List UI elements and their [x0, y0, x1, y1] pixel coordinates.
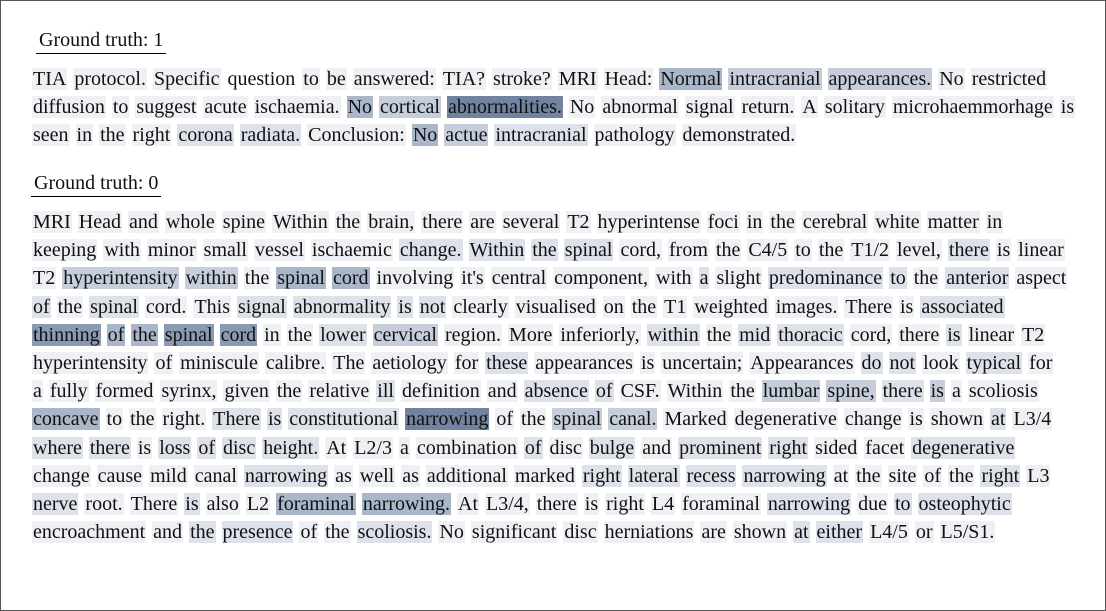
highlighted-word: at — [833, 464, 849, 487]
highlighted-word: scoliosis. — [357, 521, 432, 544]
highlighted-word: is — [185, 493, 199, 516]
highlighted-word: facet — [865, 436, 905, 459]
highlighted-word: involving — [376, 267, 454, 290]
highlighted-word: L2 — [246, 493, 270, 516]
highlighted-word: linear — [968, 323, 1015, 346]
highlighted-word: signal — [238, 295, 286, 318]
highlighted-word: the — [190, 521, 215, 544]
highlighted-word: signal — [685, 96, 734, 119]
highlighted-word: spine — [222, 211, 265, 233]
highlighted-word: hyperintense — [597, 211, 700, 233]
highlighted-word: bulge — [589, 436, 635, 459]
highlighted-word: constitutional — [289, 408, 399, 431]
highlighted-word: is — [267, 408, 282, 431]
highlighted-word: Within — [273, 211, 328, 233]
highlighted-word: Appearances — [750, 352, 854, 375]
highlighted-word: acute — [204, 96, 247, 119]
highlighted-word: change. — [399, 239, 462, 262]
highlighted-word: canal. — [609, 408, 657, 431]
highlighted-word: canal — [194, 464, 237, 487]
highlighted-word: these — [486, 352, 528, 375]
highlighted-word: lumbar — [762, 380, 820, 403]
highlighted-word: is — [996, 239, 1011, 262]
highlighted-word: MRI — [558, 68, 597, 90]
highlighted-word: a — [399, 436, 409, 459]
highlighted-word: of — [300, 521, 318, 544]
highlighted-word: No — [439, 521, 464, 544]
highlighted-word: root. — [85, 493, 123, 516]
highlighted-word: there — [89, 436, 130, 459]
highlighted-word: is — [640, 352, 655, 375]
highlighted-word: associated — [921, 295, 1004, 318]
highlighted-word: cause — [97, 464, 143, 487]
highlighted-word: brain, — [368, 211, 415, 233]
highlighted-word: is — [584, 493, 599, 516]
highlighted-word: to — [303, 68, 319, 90]
highlighted-word: aetiology — [372, 352, 447, 375]
highlighted-word: foraminal — [682, 493, 760, 516]
highlighted-word: spine, — [827, 380, 875, 403]
highlighted-word: Specific — [153, 68, 220, 90]
highlighted-word: appearances — [535, 352, 633, 375]
highlighted-word: mild — [150, 464, 187, 487]
highlighted-word: be — [326, 68, 346, 90]
highlighted-word: component, — [554, 267, 648, 290]
highlighted-word: of — [198, 436, 215, 459]
highlighted-word: of — [924, 464, 942, 487]
highlighted-word: solitary — [824, 96, 885, 119]
highlighted-word: disc — [564, 521, 597, 544]
highlighted-word: in — [76, 124, 93, 147]
highlighted-word: with — [104, 239, 140, 262]
highlighted-word: the — [521, 408, 546, 431]
highlighted-word: given — [224, 380, 269, 403]
highlighted-word: the — [730, 380, 755, 403]
highlighted-word: T1 — [664, 295, 687, 318]
highlighted-word: is — [1060, 96, 1075, 119]
highlighted-word: is — [909, 408, 923, 431]
highlighted-word: of — [524, 436, 542, 459]
highlighted-word: to — [890, 267, 906, 290]
highlighted-word: and — [642, 436, 672, 459]
highlighted-word: keeping — [33, 239, 97, 262]
highlighted-word: in — [986, 211, 1003, 233]
highlighted-word: pathology — [594, 124, 675, 147]
highlighted-word: formed — [95, 380, 154, 403]
ground-truth-label-1: Ground truth: 1 — [36, 28, 166, 54]
highlighted-word: osteophytic — [918, 493, 1011, 516]
highlighted-word: change — [33, 464, 90, 487]
highlighted-word: actue — [445, 124, 488, 147]
highlighted-word: the — [325, 521, 350, 544]
highlighted-word: the — [856, 464, 881, 487]
highlighted-word: A — [802, 96, 817, 119]
highlighted-word: foraminal — [277, 493, 355, 516]
highlighted-word: No — [347, 96, 373, 119]
highlighted-word: the — [770, 211, 795, 233]
highlighted-word: T1/2 — [851, 239, 890, 262]
highlighted-word: narrowing. — [362, 493, 451, 516]
highlighted-word: lateral — [628, 464, 679, 487]
highlighted-word: of — [155, 352, 173, 375]
highlighted-word: in — [264, 323, 280, 346]
highlighted-word: well — [359, 464, 395, 487]
highlighted-word: is — [398, 295, 412, 318]
highlighted-word: aspect — [1016, 267, 1067, 290]
highlighted-word: cervical — [373, 323, 437, 346]
highlighted-word: CSF. — [620, 380, 660, 403]
highlighted-word: concave — [33, 408, 99, 431]
highlighted-word: a — [33, 380, 42, 403]
highlighted-word: T2 — [1022, 323, 1045, 346]
highlighted-word: L2/3 — [354, 436, 392, 459]
highlighted-word: narrowing — [406, 408, 489, 431]
highlighted-word: Normal — [660, 68, 722, 90]
highlighted-word: seen — [33, 124, 69, 147]
highlighted-word: ill — [377, 380, 394, 403]
highlighted-word: T2 — [33, 267, 56, 290]
highlighted-word: and — [129, 211, 158, 233]
highlighted-word: for — [1029, 352, 1053, 375]
highlighted-word: as — [335, 464, 352, 487]
highlighted-word: due — [858, 493, 887, 516]
highlighted-word: hyperintensity — [63, 267, 178, 290]
highlighted-word: site — [888, 464, 917, 487]
highlighted-word: whole — [165, 211, 215, 233]
highlighted-word: foci — [707, 211, 739, 233]
highlighted-word: narrowing — [743, 464, 826, 487]
highlighted-word: predominance — [768, 267, 883, 290]
highlighted-word: minor — [147, 239, 196, 262]
highlighted-word: the — [335, 211, 361, 233]
highlighted-word: At — [326, 436, 347, 459]
highlighted-word: with — [656, 267, 692, 290]
highlighted-word: of — [496, 408, 514, 431]
highlighted-word: answered: — [353, 68, 435, 90]
highlighted-word: narrowing — [767, 493, 851, 516]
highlighted-word: There — [130, 493, 178, 516]
highlighted-word: typical — [966, 352, 1022, 375]
highlighted-word: recess — [686, 464, 736, 487]
highlighted-word: thoracic — [778, 323, 843, 346]
highlighted-word: of — [107, 323, 125, 346]
highlighted-word: inferiorly, — [560, 323, 640, 346]
highlighted-word: degenerative — [912, 436, 1015, 459]
highlighted-word: encroachment — [33, 521, 146, 544]
highlighted-word: right — [132, 124, 171, 147]
highlighted-word: height. — [263, 436, 319, 459]
highlighted-word: the — [276, 380, 302, 403]
highlighted-word: At — [458, 493, 479, 516]
highlighted-word: of — [595, 380, 613, 403]
highlighted-word: sided — [815, 436, 858, 459]
highlighted-word: is — [900, 295, 914, 318]
highlighted-word: anterior — [946, 267, 1009, 290]
highlighted-word: degenerative — [734, 408, 837, 431]
highlighted-word: the — [913, 267, 939, 290]
highlighted-word: change — [844, 408, 902, 431]
highlighted-word: prominent — [679, 436, 762, 459]
highlighted-word: stroke? — [493, 68, 551, 90]
highlighted-word: is — [947, 323, 961, 346]
highlighted-word: cord. — [145, 295, 187, 318]
highlighted-word: shown — [930, 408, 984, 431]
highlighted-word: the — [100, 124, 125, 147]
highlighted-word: right — [981, 464, 1020, 487]
highlighted-word: a — [699, 267, 709, 290]
highlighted-word: relative — [309, 380, 370, 403]
highlighted-word: definition — [401, 380, 480, 403]
highlighted-word: is — [930, 380, 944, 403]
highlighted-word: lower — [320, 323, 366, 346]
highlighted-word: not — [419, 295, 446, 318]
highlighted-word: There — [213, 408, 260, 431]
highlighted-word: question — [227, 68, 296, 90]
highlighted-word: the — [244, 267, 270, 290]
highlighted-word: There — [845, 295, 892, 318]
highlighted-word: intracranial — [495, 124, 587, 147]
highlighted-word: appearances. — [828, 68, 932, 90]
highlighted-word: narrowing — [244, 464, 328, 487]
highlighted-word: and — [487, 380, 517, 403]
highlighted-word: region. — [444, 323, 502, 346]
highlighted-word: there — [899, 323, 940, 346]
highlighted-word: of — [33, 295, 50, 318]
highlighted-word: return. — [741, 96, 795, 119]
highlighted-word: spinal — [90, 295, 138, 318]
highlighted-word: cord — [220, 323, 257, 346]
highlighted-word: at — [794, 521, 809, 544]
highlighted-word: L4 — [651, 493, 675, 516]
highlighted-word: to — [795, 239, 811, 262]
highlighted-word: weighted — [694, 295, 768, 318]
highlighted-word: C4/5 — [748, 239, 788, 262]
highlighted-word: right — [606, 493, 644, 516]
highlighted-word: herniations — [604, 521, 694, 544]
highlighted-word: matter — [927, 211, 979, 233]
highlighted-word: cord, — [850, 323, 892, 346]
highlighted-word: L3 — [1027, 464, 1050, 487]
highlighted-word: or — [915, 521, 933, 544]
highlighted-word: spinal — [164, 323, 213, 346]
highlighted-word: several — [502, 211, 560, 233]
highlighted-word: linear — [1018, 239, 1064, 262]
ground-truth-label-0: Ground truth: 0 — [31, 171, 161, 197]
highlighted-word: restricted — [971, 68, 1047, 90]
highlighted-word: cerebral — [802, 211, 868, 233]
highlighted-word: within — [647, 323, 699, 346]
highlighted-word: nerve — [33, 493, 78, 516]
highlighted-word: either — [816, 521, 863, 544]
highlighted-report-0 — [32, 208, 1070, 546]
highlighted-word: miniscule — [180, 352, 258, 375]
highlighted-word: it's — [461, 267, 484, 290]
highlighted-word: look — [923, 352, 959, 375]
highlighted-word: level, — [897, 239, 941, 262]
highlighted-word: MRI — [33, 211, 71, 233]
highlighted-word: are — [470, 211, 495, 233]
highlighted-word: the — [57, 295, 83, 318]
highlighted-word: L4/5 — [870, 521, 908, 544]
highlighted-word: thinning — [33, 323, 100, 346]
highlighted-word: slight — [716, 267, 761, 290]
highlighted-word: images. — [775, 295, 838, 318]
highlighted-word: No — [939, 68, 964, 90]
highlighted-word: the — [715, 239, 741, 262]
highlighted-word: diffusion — [33, 96, 105, 119]
highlighted-word: the — [130, 408, 155, 431]
highlighted-word: right. — [162, 408, 206, 431]
highlighted-word: loss — [159, 436, 191, 459]
highlighted-word: The — [333, 352, 365, 375]
highlighted-word: Conclusion: — [308, 124, 405, 147]
highlighted-word: the — [631, 295, 657, 318]
highlighted-word: right — [769, 436, 808, 459]
highlighted-word: TIA? — [442, 68, 486, 90]
highlighted-word: the — [706, 323, 732, 346]
highlighted-word: uncertain; — [662, 352, 743, 375]
highlighted-word: from — [669, 239, 708, 262]
highlighted-word: spinal — [277, 267, 325, 290]
highlighted-word: protocol. — [74, 68, 146, 90]
highlighted-word: a — [951, 380, 961, 403]
highlighted-word: radiata. — [240, 124, 301, 147]
highlighted-word: central — [491, 267, 547, 290]
highlighted-word: shown — [733, 521, 787, 544]
highlighted-word: No — [412, 124, 438, 147]
highlighted-word: cord, — [620, 239, 662, 262]
highlighted-word: there — [422, 211, 463, 233]
highlighted-word: not — [889, 352, 916, 375]
highlighted-word: as — [402, 464, 419, 487]
highlighted-report-1 — [32, 65, 1082, 150]
highlighted-word: there — [882, 380, 923, 403]
highlighted-word: combination — [416, 436, 517, 459]
highlighted-word: white — [875, 211, 920, 233]
highlighted-word: corona — [178, 124, 233, 147]
highlighted-word: mid — [739, 323, 771, 346]
highlighted-word: to — [894, 493, 911, 516]
highlighted-word: Head: — [604, 68, 653, 90]
highlighted-word: at — [991, 408, 1006, 431]
highlighted-word: the — [287, 323, 313, 346]
highlighted-word: for — [454, 352, 479, 375]
highlighted-word: microhaemmorhage — [892, 96, 1053, 119]
highlighted-word: More — [509, 323, 553, 346]
highlighted-word: This — [194, 295, 230, 318]
highlighted-word: right — [582, 464, 621, 487]
highlighted-word: are — [701, 521, 726, 544]
highlighted-word: also — [206, 493, 239, 516]
highlighted-word: calibre. — [265, 352, 326, 375]
highlighted-word: intracranial — [729, 68, 821, 90]
highlighted-word: the — [532, 239, 557, 262]
highlighted-word: syrinx, — [161, 380, 217, 403]
highlighted-word: clearly — [453, 295, 508, 318]
highlighted-word: abnormality — [293, 295, 391, 318]
highlighted-word: in — [746, 211, 763, 233]
highlighted-word: scoliosis — [968, 380, 1038, 403]
highlighted-word: vessel — [255, 239, 304, 262]
highlighted-word: T2 — [567, 211, 590, 233]
highlighted-word: is — [137, 436, 152, 459]
highlighted-word: cord — [333, 267, 369, 290]
highlighted-word: L3/4 — [1013, 408, 1052, 431]
highlighted-word: No — [569, 96, 595, 119]
highlighted-word: fully — [49, 380, 88, 403]
highlighted-word: to — [112, 96, 129, 119]
highlighted-word: the — [818, 239, 844, 262]
highlighted-word: there — [536, 493, 577, 516]
highlighted-word: do — [861, 352, 882, 375]
highlighted-word: Marked — [664, 408, 727, 431]
highlighted-word: absence — [524, 380, 588, 403]
highlighted-word: the — [949, 464, 974, 487]
highlighted-word: disc — [549, 436, 582, 459]
highlighted-word: disc — [222, 436, 256, 459]
highlighted-word: there — [948, 239, 989, 262]
highlighted-word: and — [153, 521, 183, 544]
highlighted-word: L5/S1. — [940, 521, 995, 544]
highlighted-word: abnormalities. — [448, 96, 562, 119]
highlighted-word: abnormal — [602, 96, 678, 119]
highlighted-word: TIA — [33, 68, 67, 90]
highlighted-word: small — [203, 239, 247, 262]
highlighted-word: visualised — [515, 295, 596, 318]
highlighted-word: Within — [667, 380, 723, 403]
highlighted-word: additional — [426, 464, 507, 487]
highlighted-word: within — [185, 267, 237, 290]
highlighted-word: Head — [78, 211, 121, 233]
highlighted-word: spinal — [553, 408, 602, 431]
highlighted-word: the — [132, 323, 157, 346]
highlighted-word: on — [603, 295, 624, 318]
highlighted-word: hyperintensity — [33, 352, 148, 375]
highlighted-word: spinal — [564, 239, 613, 262]
highlighted-word: cortical — [380, 96, 440, 119]
highlighted-word: marked — [514, 464, 575, 487]
highlighted-word: L3/4, — [486, 493, 529, 516]
highlighted-word: where — [33, 436, 82, 459]
highlighted-word: Within — [469, 239, 525, 262]
highlighted-word: suggest — [136, 96, 197, 119]
highlighted-word: ischaemia. — [254, 96, 340, 119]
highlighted-word: ischaemic — [311, 239, 392, 262]
highlighted-word: demonstrated. — [682, 124, 796, 147]
highlighted-word: significant — [471, 521, 557, 544]
highlighted-word: to — [106, 408, 123, 431]
highlighted-word: presence — [222, 521, 293, 544]
